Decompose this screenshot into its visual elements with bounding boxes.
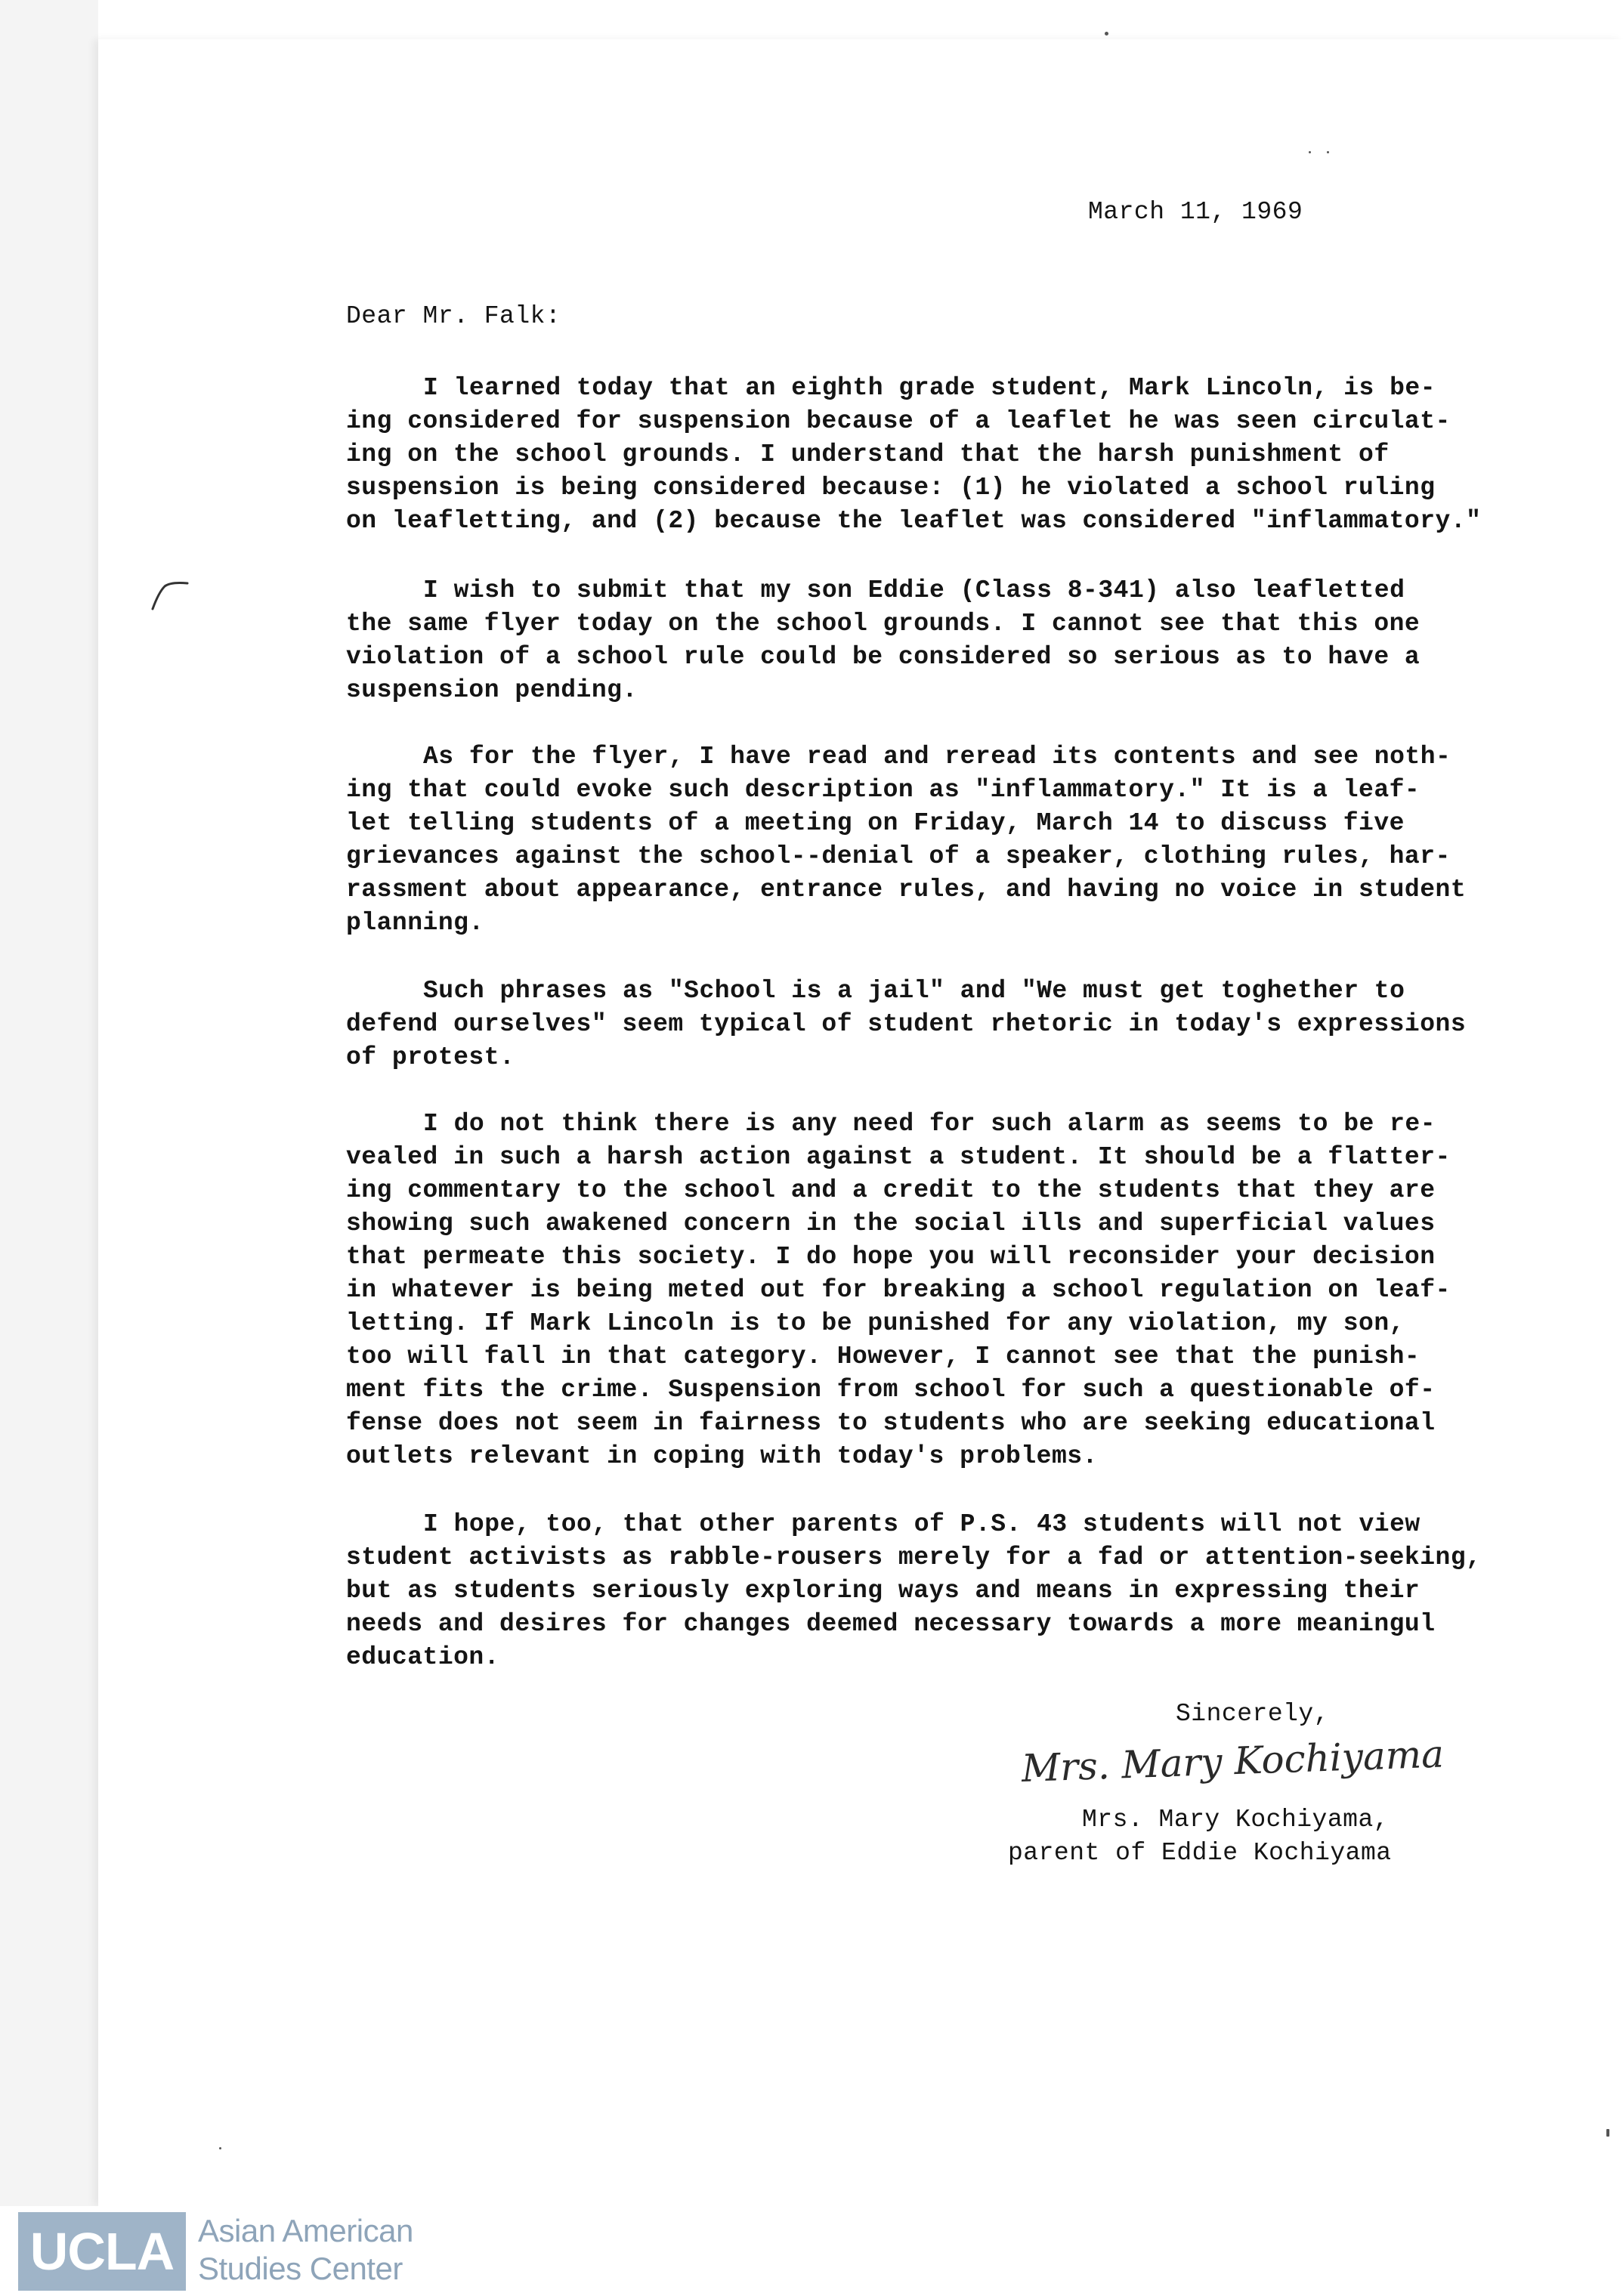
- paragraph-3: [346, 740, 1525, 940]
- paragraph-5: [346, 1108, 1525, 1473]
- ucla-logo: [18, 2212, 186, 2291]
- scan-speck: [1309, 151, 1311, 153]
- text-line: violation of a school rule could be considered so serious as to have a: [346, 643, 1421, 671]
- center-name-line-2: Studies Center: [198, 2251, 403, 2286]
- scan-speck: [219, 2147, 221, 2149]
- scan-speck: [1105, 32, 1108, 36]
- paragraph-2: [346, 574, 1525, 707]
- scan-speck: [1606, 2129, 1609, 2137]
- salutation: Dear Mr. Falk:: [346, 302, 561, 330]
- ucla-logo-mark: UCLA: [29, 2222, 175, 2281]
- letter-date: March 11, 1969: [1088, 198, 1303, 226]
- text-line: education.: [346, 1643, 500, 1671]
- text-line: letting. If Mark Lincoln is to be punished for any violation, my son,: [346, 1309, 1405, 1337]
- text-line: suspension pending.: [346, 676, 638, 704]
- text-line: ing that could evoke such description as "inflammatory." It is a leaf-: [346, 776, 1421, 804]
- text-line: too will fall in that category. However, I cannot see that the punish-: [346, 1343, 1421, 1370]
- text-line: fense does not seem in fairness to students who are seeking educational: [346, 1409, 1436, 1437]
- text-line: ment fits the crime. Suspension from school for such a questionable of-: [346, 1376, 1436, 1404]
- text-line: I hope, too, that other parents of P.S. 43 students will not view: [423, 1510, 1421, 1538]
- text-line: ing commentary to the school and a credit to the students that they are: [346, 1176, 1436, 1204]
- text-line: that permeate this society. I do hope you will reconsider your decision: [346, 1243, 1436, 1271]
- text-line: of protest.: [346, 1043, 515, 1071]
- text-line: rassment about appearance, entrance rules, and having no voice in student: [346, 876, 1467, 904]
- text-line: As for the flyer, I have read and reread its contents and see noth-: [423, 743, 1451, 771]
- text-line: the same flyer today on the school grounds. I cannot see that this one: [346, 610, 1421, 638]
- text-line: I learned today that an eighth grade student, Mark Lincoln, is be-: [423, 374, 1436, 402]
- text-line: but as students seriously exploring ways and means in expressing their: [346, 1577, 1421, 1605]
- text-line: I do not think there is any need for such alarm as seems to be re-: [423, 1110, 1436, 1138]
- text-line: let telling students of a meeting on Friday, March 14 to discuss five: [346, 809, 1405, 837]
- paragraph-1: [346, 372, 1525, 538]
- text-line: grievances against the school--denial of a speaker, clothing rules, har-: [346, 842, 1451, 870]
- text-line: suspension is being considered because: (1) he violated a school ruling: [346, 474, 1436, 502]
- closing: Sincerely,: [1176, 1700, 1330, 1728]
- signer-name: Mrs. Mary Kochiyama,: [1082, 1806, 1390, 1834]
- text-line: needs and desires for changes deemed necessary towards a more meaningul: [346, 1610, 1436, 1638]
- text-line: ing on the school grounds. I understand that the harsh punishment of: [346, 440, 1390, 468]
- text-line: ing considered for suspension because of a leaflet he was seen circulat-: [346, 407, 1451, 435]
- signer-role: parent of Eddie Kochiyama: [1008, 1839, 1392, 1867]
- text-line: student activists as rabble-rousers merely for a fad or attention-seeking,: [346, 1544, 1482, 1571]
- text-line: in whatever is being meted out for breaking a school regulation on leaf-: [346, 1276, 1451, 1304]
- text-line: on leafletting, and (2) because the leaflet was considered "inflammatory.": [346, 507, 1482, 535]
- scan-background: [0, 0, 98, 2206]
- text-line: showing such awakened concern in the social ills and superficial values: [346, 1210, 1436, 1238]
- text-line: planning.: [346, 909, 484, 937]
- text-line: Such phrases as "School is a jail" and "We must get toghether to: [423, 977, 1405, 1005]
- center-name: [198, 2212, 413, 2288]
- paragraph-6: [346, 1508, 1525, 1674]
- text-line: vealed in such a harsh action against a student. It should be a flatter-: [346, 1143, 1451, 1171]
- paragraph-4: [346, 975, 1525, 1074]
- text-line: I wish to submit that my son Eddie (Class 8-341) also leafletted: [423, 576, 1405, 604]
- text-line: outlets relevant in coping with today's problems.: [346, 1442, 1098, 1470]
- handwritten-signature: Mrs. Mary Kochiyama: [1020, 1732, 1445, 1791]
- margin-check-mark: [148, 576, 193, 613]
- center-name-line-1: Asian American: [198, 2213, 413, 2248]
- text-line: defend ourselves" seem typical of student rhetoric in today's expressions: [346, 1010, 1467, 1038]
- scan-speck: [1327, 151, 1329, 153]
